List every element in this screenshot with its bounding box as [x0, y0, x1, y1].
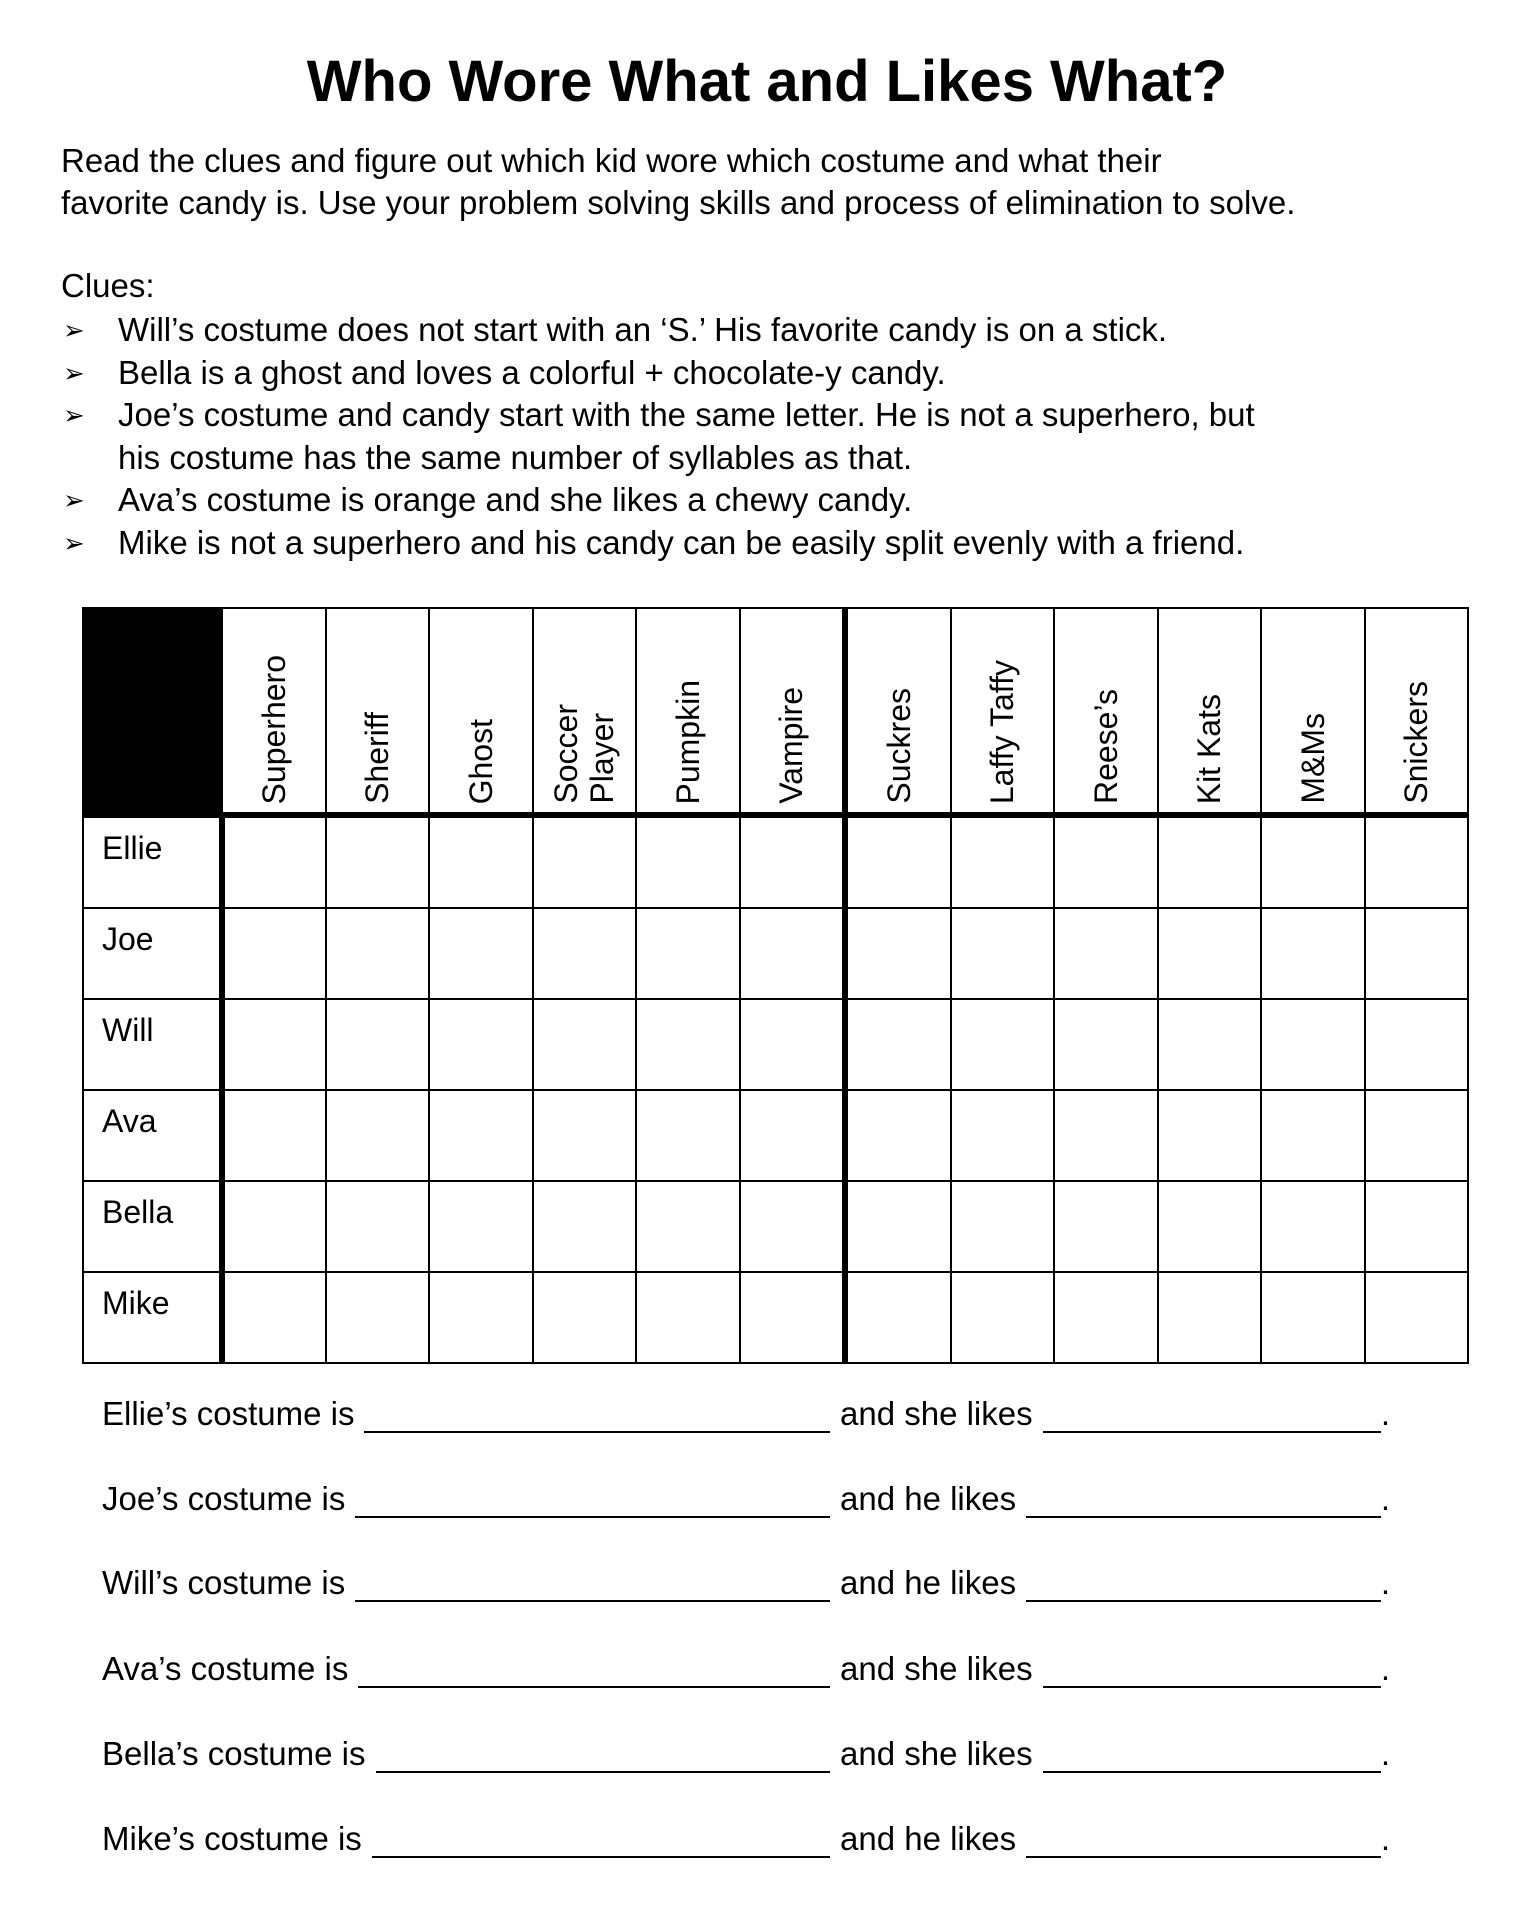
grid-cell[interactable]	[951, 908, 1055, 999]
grid-cell[interactable]	[951, 1181, 1055, 1272]
grid-cell[interactable]	[533, 815, 637, 908]
candy-column-header	[845, 608, 951, 815]
grid-cell[interactable]	[326, 1272, 430, 1363]
grid-cell[interactable]	[1261, 1272, 1365, 1363]
sentence-period: .	[1380, 1395, 1390, 1432]
grid-cell[interactable]	[636, 1090, 740, 1181]
clue-item	[61, 479, 1255, 522]
costume-answer-blank[interactable]	[358, 1656, 830, 1688]
grid-cell[interactable]	[533, 908, 637, 999]
kid-row-header: Ava	[83, 1090, 222, 1181]
candy-label: and he likes	[840, 1480, 1017, 1517]
grid-cell[interactable]	[429, 1090, 533, 1181]
logic-grid	[82, 607, 1469, 1364]
grid-cell[interactable]	[222, 1090, 326, 1181]
candy-answer-blank[interactable]	[1026, 1570, 1381, 1602]
grid-row	[83, 908, 1468, 999]
costume-answer-blank[interactable]	[355, 1570, 830, 1602]
grid-cell[interactable]	[740, 815, 846, 908]
grid-cell[interactable]	[1261, 1090, 1365, 1181]
clue-text: Mike is not a superhero and his candy can be easily split evenly with a friend.	[118, 523, 1245, 561]
grid-cell[interactable]	[1054, 1090, 1158, 1181]
candy-label: and she likes	[840, 1735, 1033, 1772]
grid-cell[interactable]	[845, 1090, 951, 1181]
grid-cell[interactable]	[1365, 999, 1469, 1090]
column-label: M&Ms	[1294, 713, 1331, 804]
grid-cell[interactable]	[1158, 1181, 1262, 1272]
grid-row	[83, 1090, 1468, 1181]
grid-cell[interactable]	[222, 999, 326, 1090]
clue-item	[61, 394, 1255, 479]
kid-row-header: Will	[83, 999, 222, 1090]
costume-label: Mike’s costume is	[102, 1820, 362, 1857]
grid-cell[interactable]	[1054, 908, 1158, 999]
grid-cell[interactable]	[1365, 1181, 1469, 1272]
grid-cell[interactable]	[533, 1181, 637, 1272]
costume-answer-blank[interactable]	[372, 1826, 830, 1858]
page-title: Who Wore What and Likes What?	[306, 49, 1228, 114]
candy-column-header	[1261, 608, 1365, 815]
column-label: Reese’s	[1087, 688, 1124, 804]
grid-row	[83, 999, 1468, 1090]
column-label: Pumpkin	[669, 679, 706, 804]
clues-list	[61, 309, 1255, 564]
instructions	[61, 140, 1295, 224]
costume-answer-blank[interactable]	[355, 1486, 830, 1518]
costume-label: Will’s costume is	[102, 1564, 346, 1601]
grid-cell[interactable]	[429, 908, 533, 999]
grid-cell[interactable]	[326, 908, 430, 999]
arrowhead-bullet-icon: ➢	[63, 485, 85, 515]
clue-item	[61, 309, 1255, 352]
column-label: Snickers	[1398, 681, 1435, 804]
grid-cell[interactable]	[1054, 1272, 1158, 1363]
grid-cell[interactable]	[636, 815, 740, 908]
grid-cell[interactable]	[1158, 999, 1262, 1090]
grid-cell[interactable]	[429, 815, 533, 908]
grid-cell[interactable]	[1158, 1272, 1262, 1363]
sentence-period: .	[1380, 1480, 1390, 1517]
grid-cell[interactable]	[222, 908, 326, 999]
grid-cell[interactable]	[845, 1272, 951, 1363]
grid-cell[interactable]	[951, 1090, 1055, 1181]
candy-answer-blank[interactable]	[1043, 1401, 1381, 1433]
costume-answer-blank[interactable]	[364, 1401, 830, 1433]
grid-cell[interactable]	[1054, 1181, 1158, 1272]
grid-cell[interactable]	[740, 1272, 846, 1363]
candy-answer-blank[interactable]	[1043, 1656, 1381, 1688]
grid-cell[interactable]	[1365, 908, 1469, 999]
grid-cell[interactable]	[429, 1272, 533, 1363]
candy-answer-blank[interactable]	[1043, 1741, 1381, 1773]
clue-item	[61, 352, 1255, 395]
costume-label: Bella’s costume is	[102, 1735, 366, 1772]
grid-cell[interactable]	[1158, 908, 1262, 999]
costume-label: Ava’s costume is	[102, 1650, 349, 1687]
column-label: Sheriff	[359, 712, 396, 804]
candy-label: and he likes	[840, 1820, 1017, 1857]
grid-row	[83, 1181, 1468, 1272]
clue-text: Joe’s costume and candy start with the same letter. He is not a superhero, but	[118, 396, 1255, 433]
grid-cell[interactable]	[326, 815, 430, 908]
grid-cell[interactable]	[740, 908, 846, 999]
grid-cell[interactable]	[326, 1181, 430, 1272]
costume-column-header	[326, 608, 430, 815]
sentence-period: .	[1380, 1735, 1390, 1772]
grid-cell[interactable]	[1261, 908, 1365, 999]
costume-answer-blank[interactable]	[376, 1741, 830, 1773]
candy-answer-blank[interactable]	[1026, 1486, 1381, 1518]
grid-cell[interactable]	[533, 1272, 637, 1363]
grid-cell[interactable]	[429, 999, 533, 1090]
kid-row-header: Joe	[83, 908, 222, 999]
grid-cell[interactable]	[845, 908, 951, 999]
column-label: Suckres	[880, 688, 917, 804]
kid-row-header: Ellie	[83, 815, 222, 908]
grid-cell[interactable]	[533, 1090, 637, 1181]
grid-cell[interactable]	[1261, 1181, 1365, 1272]
grid-row	[83, 815, 1468, 908]
clue-text: his costume has the same number of syllables as that.	[118, 438, 913, 476]
grid-cell[interactable]	[429, 1181, 533, 1272]
grid-cell[interactable]	[326, 1090, 430, 1181]
grid-cell[interactable]	[1054, 999, 1158, 1090]
clue-item	[61, 522, 1255, 565]
grid-cell[interactable]	[845, 999, 951, 1090]
arrowhead-bullet-icon: ➢	[63, 400, 85, 430]
candy-column-header	[1054, 608, 1158, 815]
grid-cell[interactable]	[326, 999, 430, 1090]
grid-row	[83, 1272, 1468, 1363]
grid-cell[interactable]	[951, 1272, 1055, 1363]
grid-cell[interactable]	[533, 999, 637, 1090]
costume-column-header	[636, 608, 740, 815]
sentence-period: .	[1380, 1564, 1390, 1601]
grid-cell[interactable]	[1365, 815, 1469, 908]
clues-heading: Clues:	[61, 267, 155, 304]
sentence-period: .	[1380, 1650, 1390, 1687]
costume-label: Joe’s costume is	[102, 1480, 346, 1517]
instructions-line: favorite candy is. Use your problem solving skills and process of elimination to solve.	[61, 184, 1296, 221]
instructions-line: Read the clues and figure out which kid wore which costume and what their	[61, 142, 1162, 179]
clue-text: Bella is a ghost and loves a colorful + chocolate-y candy.	[118, 353, 946, 391]
column-label: Kit Kats	[1191, 693, 1228, 804]
grid-cell[interactable]	[740, 1090, 846, 1181]
clue-text: Ava’s costume is orange and she likes a chewy candy.	[118, 481, 913, 518]
grid-cell[interactable]	[636, 1181, 740, 1272]
grid-cell[interactable]	[636, 908, 740, 999]
grid-cell[interactable]	[740, 1181, 846, 1272]
sentence-period: .	[1380, 1820, 1390, 1857]
arrowhead-bullet-icon: ➢	[63, 357, 85, 388]
grid-cell[interactable]	[222, 1272, 326, 1363]
candy-column-header	[1158, 608, 1262, 815]
candy-label: and he likes	[840, 1564, 1017, 1601]
candy-column-header	[1365, 608, 1469, 815]
column-label: Laffy Taffy	[984, 659, 1021, 804]
grid-cell[interactable]	[951, 999, 1055, 1090]
costume-column-header	[222, 608, 326, 815]
grid-cell[interactable]	[951, 815, 1055, 908]
column-label: Ghost	[462, 718, 499, 804]
column-label: Superhero	[255, 654, 292, 804]
costume-column-header	[740, 608, 846, 815]
grid-cell[interactable]	[222, 1181, 326, 1272]
arrowhead-bullet-icon: ➢	[63, 315, 85, 345]
column-label: Vampire	[773, 687, 810, 804]
costume-column-header	[533, 608, 637, 815]
clue-text: Will’s costume does not start with an ‘S.’ His favorite candy is on a stick.	[118, 311, 1168, 348]
grid-cell[interactable]	[1261, 999, 1365, 1090]
candy-label: and she likes	[840, 1395, 1033, 1432]
grid-cell[interactable]	[222, 815, 326, 908]
grid-cell[interactable]	[1365, 1090, 1469, 1181]
kid-row-header: Bella	[83, 1181, 222, 1272]
grid-cell[interactable]	[1158, 815, 1262, 908]
candy-answer-blank[interactable]	[1026, 1826, 1381, 1858]
grid-cell[interactable]	[845, 1181, 951, 1272]
grid-cell[interactable]	[636, 1272, 740, 1363]
grid-corner	[83, 608, 222, 815]
kid-row-header: Mike	[83, 1272, 222, 1363]
grid-cell[interactable]	[1261, 815, 1365, 908]
candy-label: and she likes	[840, 1650, 1033, 1687]
grid-cell[interactable]	[1054, 815, 1158, 908]
grid-cell[interactable]	[1158, 1090, 1262, 1181]
costume-label: Ellie’s costume is	[102, 1395, 355, 1432]
grid-cell[interactable]	[740, 999, 846, 1090]
grid-cell[interactable]	[1365, 1272, 1469, 1363]
candy-column-header	[951, 608, 1055, 815]
column-label: Soccer Player	[548, 704, 621, 804]
grid-cell[interactable]	[636, 999, 740, 1090]
grid-cell[interactable]	[845, 815, 951, 908]
costume-column-header	[429, 608, 533, 815]
arrowhead-bullet-icon: ➢	[63, 527, 85, 558]
